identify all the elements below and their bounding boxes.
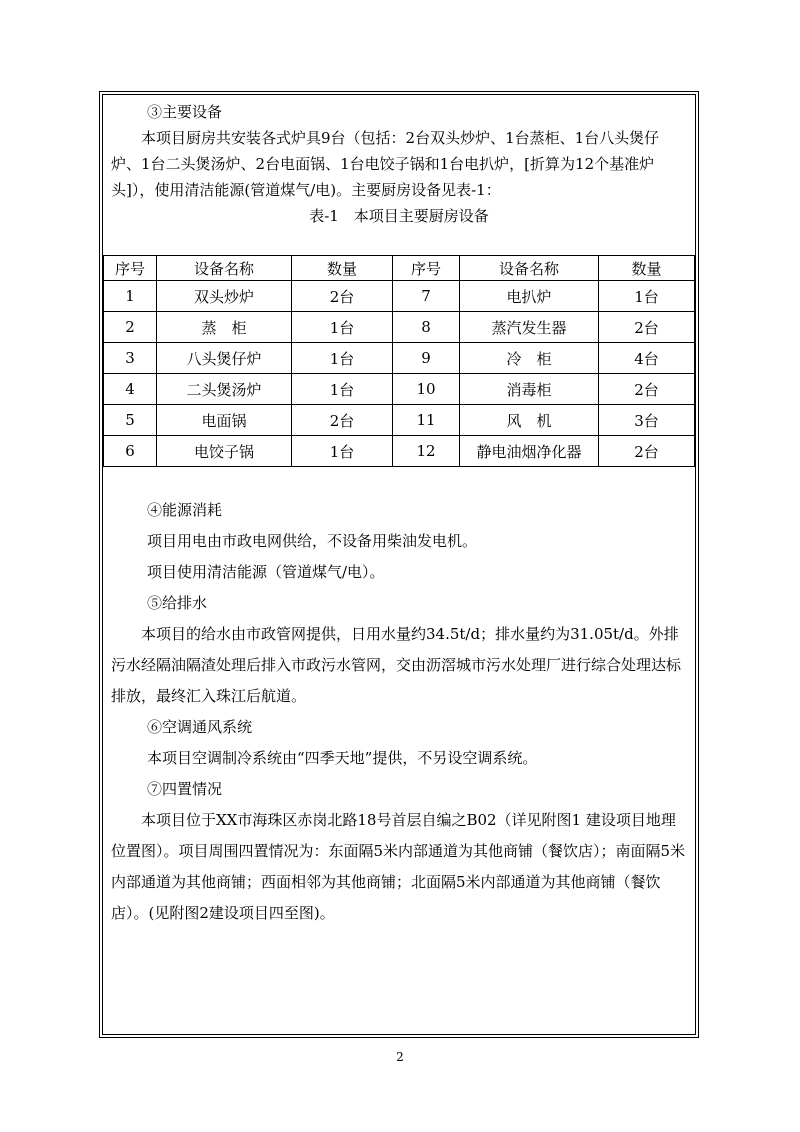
equipment-intro: 本项目厨房共安装各式炉具9台（包括：2台双头炒炉、1台蒸柜、1台八头煲仔炉、1台二头煲汤炉、2台电面锅、1台电饺子锅和1台电扒炉，[折算为12个基准炉头]），使用清洁能源(管道煤气/电)。主要厨房设备见表-1：	[111, 129, 660, 199]
ac-paragraph: 本项目空调制冷系统由“四季天地”提供，不另设空调系统。	[147, 749, 538, 767]
table-cell: 2台	[599, 312, 695, 343]
header-name-1: 设备名称	[157, 256, 292, 281]
surroundings-paragraph: 本项目位于XX市海珠区赤岗北路18号首层自编之B02（详见附图1 建设项目地理位置图）。项目周围四置情况为：东面隔5米内部通道为其他商铺（餐饮店）；南面隔5米内部通道为其他商铺；西面相邻为其他商铺；北面隔5米内部通道为其他商铺（餐饮店）。(见附图2建设项目四至图)。	[111, 811, 686, 922]
table-cell: 10	[393, 374, 460, 405]
table-cell: 1台	[292, 343, 393, 374]
table-cell: 12	[393, 436, 460, 467]
table-cell: 八头煲仔炉	[157, 343, 292, 374]
table-cell: 1台	[292, 436, 393, 467]
ac-heading: ⑥空调通风系统	[147, 718, 253, 736]
header-index-2: 序号	[393, 256, 460, 281]
table-cell: 4	[104, 374, 157, 405]
table-cell: 电面锅	[157, 405, 292, 436]
table-cell: 蒸 柜	[157, 312, 292, 343]
header-index-1: 序号	[104, 256, 157, 281]
energy-paragraph-1: 项目用电由市政电网供给，不设备用柴油发电机。	[147, 532, 478, 550]
surroundings-heading: ⑦四置情况	[147, 780, 223, 798]
table-header-row	[104, 256, 695, 281]
table-caption: 表-1 本项目主要厨房设备	[309, 207, 489, 225]
table-cell: 消毒柜	[460, 374, 599, 405]
table-cell: 5	[104, 405, 157, 436]
page-frame	[99, 91, 699, 1038]
water-paragraph: 本项目的给水由市政管网提供，日用水量约34.5t/d；排水量约为31.05t/d。外排污水经隔油隔渣处理后排入市政污水管网，交由沥滘城市污水处理厂进行综合处理达标排放，最终汇入珠江后航道。	[111, 625, 682, 705]
table-row	[104, 281, 695, 312]
table-cell: 11	[393, 405, 460, 436]
table-cell: 8	[393, 312, 460, 343]
page-number: 2	[396, 1050, 404, 1064]
table-cell: 3	[104, 343, 157, 374]
table-cell: 风 机	[460, 405, 599, 436]
table-row	[104, 343, 695, 374]
table-cell: 9	[393, 343, 460, 374]
table-cell: 7	[393, 281, 460, 312]
energy-paragraph-2: 项目使用清洁能源（管道煤气/电）。	[147, 563, 385, 581]
water-heading: ⑤给排水	[147, 594, 208, 612]
header-qty-1: 数量	[292, 256, 393, 281]
table-cell: 1台	[292, 374, 393, 405]
energy-heading: ④能源消耗	[147, 501, 223, 519]
equipment-table	[103, 255, 695, 467]
table-cell: 蒸汽发生器	[460, 312, 599, 343]
table-cell: 1台	[599, 281, 695, 312]
table-row	[104, 436, 695, 467]
equipment-heading: ③主要设备	[147, 103, 223, 121]
table-cell: 2台	[599, 436, 695, 467]
table-cell: 1	[104, 281, 157, 312]
header-name-2: 设备名称	[460, 256, 599, 281]
table-cell: 电饺子锅	[157, 436, 292, 467]
table-cell: 2台	[292, 405, 393, 436]
table-row	[104, 374, 695, 405]
table-cell: 4台	[599, 343, 695, 374]
table-row	[104, 405, 695, 436]
table-cell: 电扒炉	[460, 281, 599, 312]
table-row	[104, 312, 695, 343]
top-text-block	[103, 99, 695, 229]
page-frame-inner	[102, 94, 696, 1035]
table-cell: 3台	[599, 405, 695, 436]
table-cell: 2台	[599, 374, 695, 405]
table-cell: 1台	[292, 312, 393, 343]
table-cell: 6	[104, 436, 157, 467]
table-cell: 二头煲汤炉	[157, 374, 292, 405]
table-cell: 双头炒炉	[157, 281, 292, 312]
header-qty-2: 数量	[599, 256, 695, 281]
table-cell: 2台	[292, 281, 393, 312]
table-cell: 静电油烟净化器	[460, 436, 599, 467]
lower-text-block	[103, 495, 695, 929]
table-cell: 冷 柜	[460, 343, 599, 374]
table-cell: 2	[104, 312, 157, 343]
